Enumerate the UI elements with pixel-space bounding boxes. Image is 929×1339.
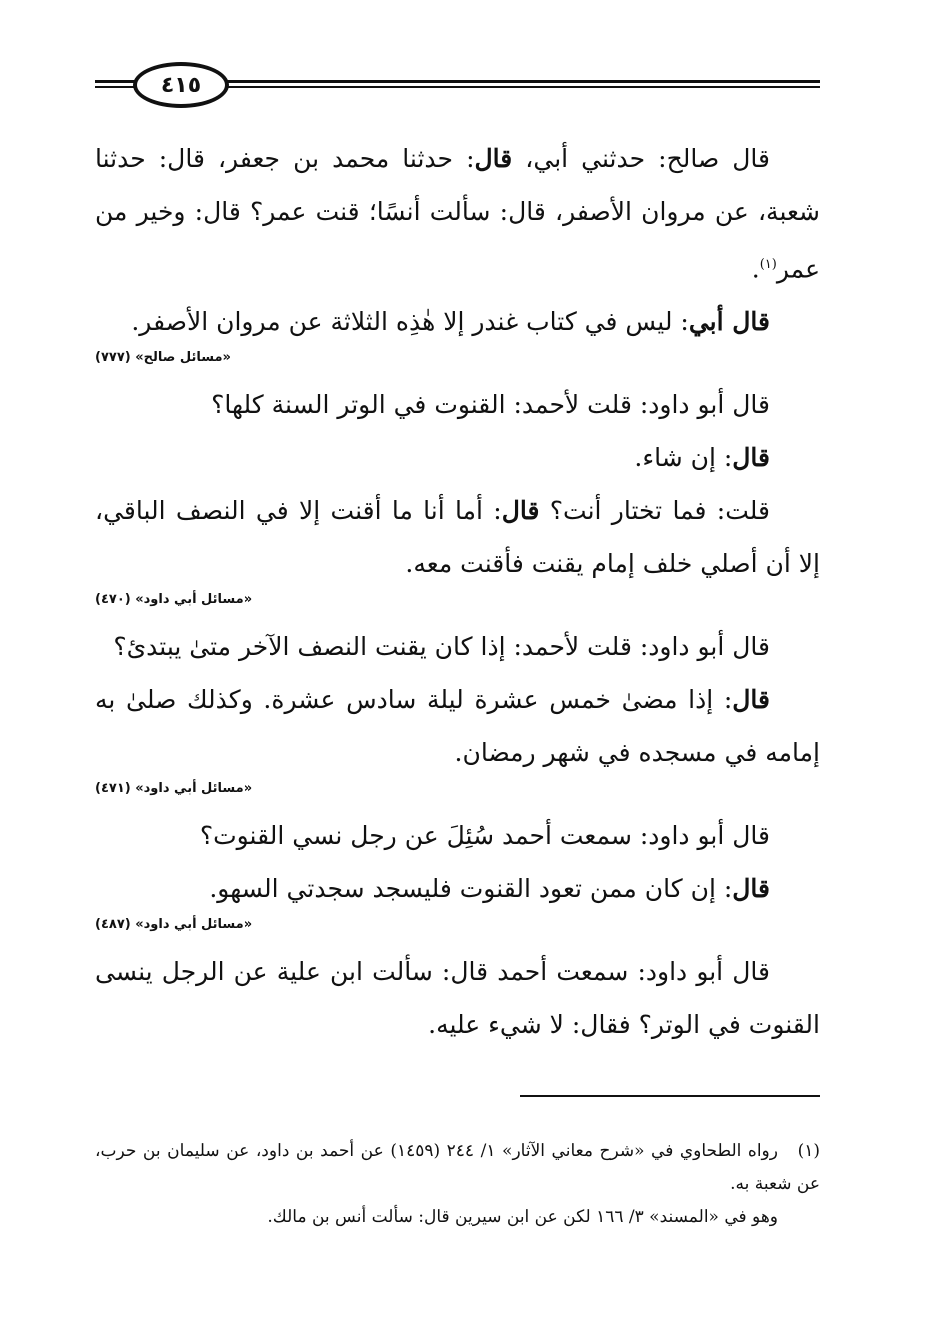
footnote-1-continued: وهو في «المسند» ٣/ ١٦٦ لكن عن ابن سيرين قال: سألت أنس بن مالك.: [267, 1207, 778, 1227]
paragraph-1: قال صالح: حدثني أبي، قال: حدثنا محمد بن جعفر، قال: حدثنا شعبة، عن مروان الأصفر، قال: سألت أنسًا؛ قنت عمر؟ قال: وخير من عمر$^{(١)}$.: [95, 144, 821, 284]
footnote-ref: (١): [759, 257, 777, 272]
paragraph-7: قال: إذا مضىٰ خمس عشرة ليلة سادس عشرة. وكذلك صلىٰ به إمامه في مسجده في شهر رمضان.: [95, 685, 820, 768]
source-citation: «مسائل أبي داود» (٤٧١): [95, 781, 253, 797]
paragraph-4: قال: إن شاء.: [634, 443, 770, 473]
footnote-1: (١)رواه الطحاوي في «شرح معاني الآثار» ١/ ٢٤٤ (١٤٥٩) عن أحمد بن داود، عن سليمان بن حرب، عن شعبة به.: [95, 1135, 820, 1201]
source-citation: «مسائل أبي داود» (٤٨٧): [95, 917, 253, 933]
paragraph-10: قال أبو داود: سمعت أحمد قال: سألت ابن علية عن الرجل ينسى القنوت في الوتر؟ فقال: لا شيء عليه.: [95, 957, 820, 1040]
paragraph-9: قال: إن كان ممن تعود القنوت فليسجد سجدتي السهو.: [209, 874, 770, 904]
source-citation: «مسائل أبي داود» (٤٧٠): [95, 592, 253, 608]
page-header: [95, 62, 820, 108]
page-number: ٤١٥: [133, 62, 229, 108]
paragraph-2: قال أبي: ليس في كتاب غندر إلا هٰذِه الثلاثة عن مروان الأصفر.: [131, 307, 770, 337]
footnote-number: (١): [797, 1141, 820, 1161]
source-citation: «مسائل صالح» (٧٧٧): [95, 350, 231, 366]
paragraph-6: قال أبو داود: قلت لأحمد: إذا كان يقنت النصف الآخر متىٰ يبتدئ؟: [113, 632, 770, 662]
paragraph-8: قال أبو داود: سمعت أحمد سُئِلَ عن رجل نسي القنوت؟: [199, 821, 770, 851]
footnotes: [95, 1135, 820, 1234]
paragraph-3: قال أبو داود: قلت لأحمد: القنوت في الوتر السنة كلها؟: [211, 390, 770, 420]
footnote-separator: [520, 1095, 820, 1097]
main-text: [95, 132, 820, 1051]
paragraph-5: قلت: فما تختار أنت؟ قال: أما أنا ما أقنت إلا في النصف الباقي، إلا أن أصلي خلف إمام يقنت فأقنت معه.: [95, 496, 820, 579]
